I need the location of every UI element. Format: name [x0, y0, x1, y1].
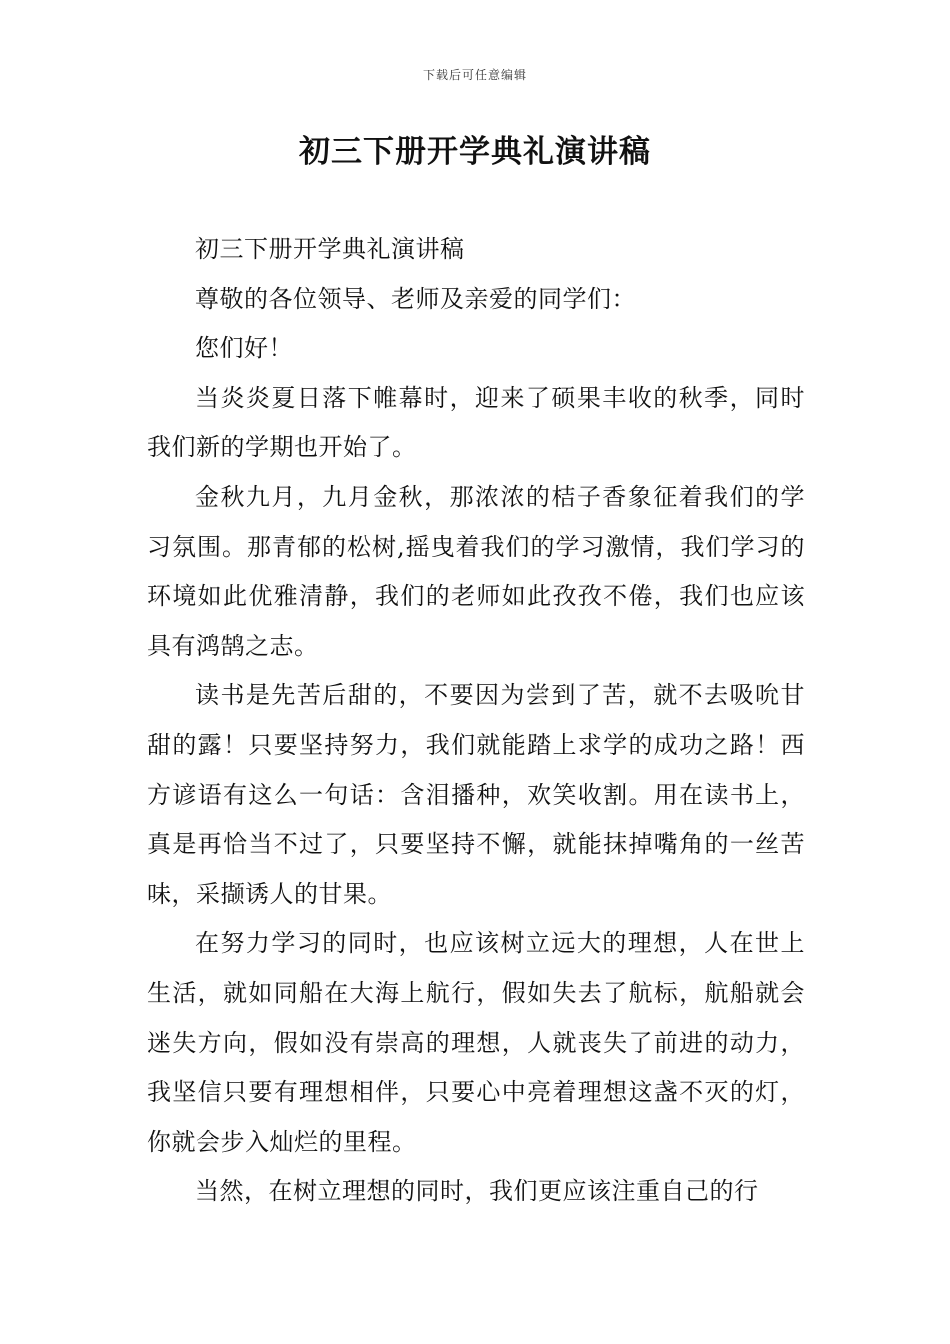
document-title: 初三下册开学典礼演讲稿 — [299, 134, 651, 170]
paragraph-salutation: 尊敬的各位领导、老师及亲爱的同学们： — [195, 284, 636, 313]
paragraph-greeting: 您们好！ — [195, 334, 293, 363]
paragraph-1: 当炎炎夏日落下帷幕时，迎来了硕果丰收的秋季，同时我们新的学期也开始了。 — [147, 383, 805, 462]
document-body — [147, 225, 805, 1217]
header-note: 下载后可任意编辑 — [422, 68, 527, 82]
paragraph-4: 在努力学习的同时，也应该树立远大的理想，人在世上生活，就如同船在大海上航行，假如失去了航标，航船就会迷失方向，假如没有崇高的理想，人就丧失了前进的动力，我坚信只要有理想相伴，只要心中亮着理想这盏不灭的灯，你就会步入灿烂的里程。 — [147, 929, 805, 1156]
paragraph-3: 读书是先苦后甜的，不要因为尝到了苦，就不去吸吮甘甜的露！只要坚持努力，我们就能踏上求学的成功之路！西方谚语有这么一句话：含泪播种，欢笑收割。用在读书上，真是再恰当不过了，只要坚持不懈，就能抹掉嘴角的一丝苦味，采撷诱人的甘果。 — [147, 681, 805, 908]
paragraph-5: 当然，在树立理想的同时，我们更应该注重自己的行 — [195, 1177, 759, 1206]
paragraph-2: 金秋九月，九月金秋，那浓浓的桔子香象征着我们的学习氛围。那青郁的松树,摇曳着我们的学习激情，我们学习的环境如此优雅清静，我们的老师如此孜孜不倦，我们也应该具有鸿鹄之志。 — [147, 482, 805, 660]
paragraph-heading: 初三下册开学典礼演讲稿 — [195, 235, 465, 263]
